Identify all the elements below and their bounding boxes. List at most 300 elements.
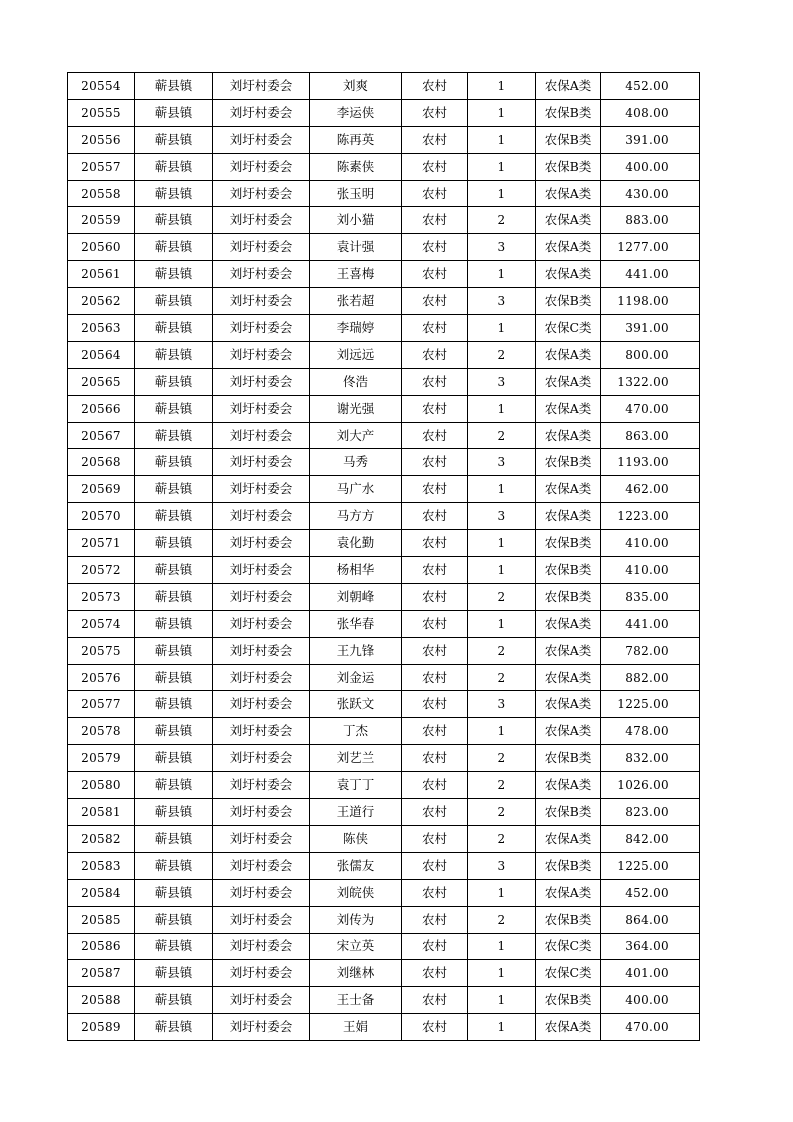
table-row	[68, 852, 700, 879]
town-cell: 蕲县镇	[135, 637, 213, 664]
village-cell: 刘圩村委会	[213, 153, 310, 180]
person-name-cell: 王士备	[310, 987, 402, 1014]
table-row	[68, 610, 700, 637]
town-cell: 蕲县镇	[135, 368, 213, 395]
town-cell: 蕲县镇	[135, 180, 213, 207]
category-cell: 农保B类	[536, 99, 601, 126]
record-id-cell: 20577	[68, 691, 135, 718]
area-type-cell: 农村	[402, 557, 468, 584]
category-cell: 农保B类	[536, 557, 601, 584]
town-cell: 蕲县镇	[135, 799, 213, 826]
town-cell: 蕲县镇	[135, 315, 213, 342]
household-count-cell: 1	[468, 395, 536, 422]
area-type-cell: 农村	[402, 664, 468, 691]
record-id-cell: 20556	[68, 126, 135, 153]
person-name-cell: 刘金运	[310, 664, 402, 691]
household-count-cell: 1	[468, 180, 536, 207]
person-name-cell: 陈再英	[310, 126, 402, 153]
table-row	[68, 1014, 700, 1041]
record-id-cell: 20563	[68, 315, 135, 342]
table-row	[68, 207, 700, 234]
table-row	[68, 745, 700, 772]
household-count-cell: 2	[468, 637, 536, 664]
amount-cell: 400.00	[601, 987, 700, 1014]
household-count-cell: 1	[468, 261, 536, 288]
household-count-cell: 2	[468, 207, 536, 234]
amount-cell: 1026.00	[601, 772, 700, 799]
village-cell: 刘圩村委会	[213, 341, 310, 368]
village-cell: 刘圩村委会	[213, 315, 310, 342]
person-name-cell: 刘传为	[310, 906, 402, 933]
record-id-cell: 20589	[68, 1014, 135, 1041]
amount-cell: 823.00	[601, 799, 700, 826]
village-cell: 刘圩村委会	[213, 718, 310, 745]
household-count-cell: 2	[468, 799, 536, 826]
record-id-cell: 20573	[68, 583, 135, 610]
household-count-cell: 1	[468, 315, 536, 342]
table-row	[68, 503, 700, 530]
area-type-cell: 农村	[402, 960, 468, 987]
category-cell: 农保A类	[536, 503, 601, 530]
household-count-cell: 2	[468, 745, 536, 772]
amount-cell: 835.00	[601, 583, 700, 610]
household-count-cell: 2	[468, 772, 536, 799]
category-cell: 农保A类	[536, 718, 601, 745]
village-cell: 刘圩村委会	[213, 799, 310, 826]
record-id-cell: 20587	[68, 960, 135, 987]
amount-cell: 1225.00	[601, 691, 700, 718]
person-name-cell: 张跃文	[310, 691, 402, 718]
table-row	[68, 315, 700, 342]
village-cell: 刘圩村委会	[213, 906, 310, 933]
table-row	[68, 960, 700, 987]
village-cell: 刘圩村委会	[213, 207, 310, 234]
category-cell: 农保B类	[536, 530, 601, 557]
record-id-cell: 20568	[68, 449, 135, 476]
category-cell: 农保B类	[536, 987, 601, 1014]
household-count-cell: 2	[468, 825, 536, 852]
household-count-cell: 1	[468, 987, 536, 1014]
amount-cell: 470.00	[601, 395, 700, 422]
record-id-cell: 20579	[68, 745, 135, 772]
area-type-cell: 农村	[402, 341, 468, 368]
village-cell: 刘圩村委会	[213, 503, 310, 530]
town-cell: 蕲县镇	[135, 503, 213, 530]
record-id-cell: 20584	[68, 879, 135, 906]
person-name-cell: 王道行	[310, 799, 402, 826]
person-name-cell: 佟浩	[310, 368, 402, 395]
amount-cell: 782.00	[601, 637, 700, 664]
table-row	[68, 906, 700, 933]
amount-cell: 462.00	[601, 476, 700, 503]
amount-cell: 882.00	[601, 664, 700, 691]
table-row	[68, 772, 700, 799]
subsidy-roster-table	[67, 72, 700, 1041]
amount-cell: 1277.00	[601, 234, 700, 261]
town-cell: 蕲县镇	[135, 530, 213, 557]
amount-cell: 441.00	[601, 610, 700, 637]
area-type-cell: 农村	[402, 772, 468, 799]
category-cell: 农保B类	[536, 126, 601, 153]
record-id-cell: 20565	[68, 368, 135, 395]
person-name-cell: 杨相华	[310, 557, 402, 584]
area-type-cell: 农村	[402, 906, 468, 933]
area-type-cell: 农村	[402, 288, 468, 315]
area-type-cell: 农村	[402, 610, 468, 637]
area-type-cell: 农村	[402, 368, 468, 395]
village-cell: 刘圩村委会	[213, 879, 310, 906]
category-cell: 农保A类	[536, 234, 601, 261]
record-id-cell: 20566	[68, 395, 135, 422]
person-name-cell: 张若超	[310, 288, 402, 315]
table-row	[68, 153, 700, 180]
village-cell: 刘圩村委会	[213, 745, 310, 772]
record-id-cell: 20576	[68, 664, 135, 691]
area-type-cell: 农村	[402, 530, 468, 557]
category-cell: 农保B类	[536, 449, 601, 476]
town-cell: 蕲县镇	[135, 852, 213, 879]
record-id-cell: 20570	[68, 503, 135, 530]
person-name-cell: 刘小猫	[310, 207, 402, 234]
town-cell: 蕲县镇	[135, 73, 213, 100]
record-id-cell: 20572	[68, 557, 135, 584]
town-cell: 蕲县镇	[135, 933, 213, 960]
record-id-cell: 20557	[68, 153, 135, 180]
village-cell: 刘圩村委会	[213, 180, 310, 207]
person-name-cell: 王喜梅	[310, 261, 402, 288]
town-cell: 蕲县镇	[135, 960, 213, 987]
household-count-cell: 2	[468, 422, 536, 449]
table-row	[68, 73, 700, 100]
town-cell: 蕲县镇	[135, 557, 213, 584]
person-name-cell: 张儒友	[310, 852, 402, 879]
category-cell: 农保A类	[536, 341, 601, 368]
amount-cell: 1322.00	[601, 368, 700, 395]
person-name-cell: 刘爽	[310, 73, 402, 100]
household-count-cell: 1	[468, 126, 536, 153]
record-id-cell: 20582	[68, 825, 135, 852]
record-id-cell: 20559	[68, 207, 135, 234]
town-cell: 蕲县镇	[135, 745, 213, 772]
household-count-cell: 2	[468, 583, 536, 610]
village-cell: 刘圩村委会	[213, 772, 310, 799]
town-cell: 蕲县镇	[135, 288, 213, 315]
village-cell: 刘圩村委会	[213, 99, 310, 126]
household-count-cell: 1	[468, 933, 536, 960]
area-type-cell: 农村	[402, 852, 468, 879]
town-cell: 蕲县镇	[135, 583, 213, 610]
category-cell: 农保B类	[536, 906, 601, 933]
town-cell: 蕲县镇	[135, 99, 213, 126]
table-row	[68, 530, 700, 557]
record-id-cell: 20578	[68, 718, 135, 745]
table-row	[68, 476, 700, 503]
amount-cell: 842.00	[601, 825, 700, 852]
village-cell: 刘圩村委会	[213, 530, 310, 557]
village-cell: 刘圩村委会	[213, 449, 310, 476]
person-name-cell: 王娟	[310, 1014, 402, 1041]
table-row	[68, 395, 700, 422]
town-cell: 蕲县镇	[135, 422, 213, 449]
person-name-cell: 马秀	[310, 449, 402, 476]
person-name-cell: 刘大产	[310, 422, 402, 449]
category-cell: 农保B类	[536, 583, 601, 610]
category-cell: 农保A类	[536, 368, 601, 395]
record-id-cell: 20575	[68, 637, 135, 664]
area-type-cell: 农村	[402, 745, 468, 772]
table-row	[68, 261, 700, 288]
town-cell: 蕲县镇	[135, 664, 213, 691]
category-cell: 农保A类	[536, 1014, 601, 1041]
town-cell: 蕲县镇	[135, 395, 213, 422]
record-id-cell: 20586	[68, 933, 135, 960]
amount-cell: 1198.00	[601, 288, 700, 315]
amount-cell: 441.00	[601, 261, 700, 288]
household-count-cell: 3	[468, 852, 536, 879]
record-id-cell: 20558	[68, 180, 135, 207]
person-name-cell: 刘艺兰	[310, 745, 402, 772]
category-cell: 农保A类	[536, 476, 601, 503]
household-count-cell: 3	[468, 368, 536, 395]
roster-body	[68, 73, 700, 1041]
amount-cell: 1223.00	[601, 503, 700, 530]
area-type-cell: 农村	[402, 422, 468, 449]
table-row	[68, 449, 700, 476]
record-id-cell: 20588	[68, 987, 135, 1014]
town-cell: 蕲县镇	[135, 261, 213, 288]
amount-cell: 883.00	[601, 207, 700, 234]
table-row	[68, 583, 700, 610]
record-id-cell: 20560	[68, 234, 135, 261]
amount-cell: 364.00	[601, 933, 700, 960]
table-row	[68, 557, 700, 584]
village-cell: 刘圩村委会	[213, 261, 310, 288]
category-cell: 农保A类	[536, 261, 601, 288]
area-type-cell: 农村	[402, 799, 468, 826]
area-type-cell: 农村	[402, 691, 468, 718]
household-count-cell: 1	[468, 73, 536, 100]
amount-cell: 800.00	[601, 341, 700, 368]
record-id-cell: 20561	[68, 261, 135, 288]
village-cell: 刘圩村委会	[213, 1014, 310, 1041]
village-cell: 刘圩村委会	[213, 126, 310, 153]
table-row	[68, 987, 700, 1014]
area-type-cell: 农村	[402, 825, 468, 852]
table-row	[68, 879, 700, 906]
town-cell: 蕲县镇	[135, 691, 213, 718]
record-id-cell: 20564	[68, 341, 135, 368]
record-id-cell: 20580	[68, 772, 135, 799]
table-row	[68, 180, 700, 207]
person-name-cell: 李瑞婷	[310, 315, 402, 342]
category-cell: 农保A类	[536, 772, 601, 799]
village-cell: 刘圩村委会	[213, 637, 310, 664]
person-name-cell: 马广水	[310, 476, 402, 503]
amount-cell: 863.00	[601, 422, 700, 449]
record-id-cell: 20585	[68, 906, 135, 933]
table-row	[68, 288, 700, 315]
category-cell: 农保A类	[536, 879, 601, 906]
town-cell: 蕲县镇	[135, 825, 213, 852]
town-cell: 蕲县镇	[135, 1014, 213, 1041]
person-name-cell: 丁杰	[310, 718, 402, 745]
table-row	[68, 933, 700, 960]
amount-cell: 1225.00	[601, 852, 700, 879]
record-id-cell: 20567	[68, 422, 135, 449]
village-cell: 刘圩村委会	[213, 664, 310, 691]
area-type-cell: 农村	[402, 718, 468, 745]
household-count-cell: 2	[468, 341, 536, 368]
record-id-cell: 20562	[68, 288, 135, 315]
category-cell: 农保B类	[536, 852, 601, 879]
person-name-cell: 陈侠	[310, 825, 402, 852]
person-name-cell: 马方方	[310, 503, 402, 530]
household-count-cell: 1	[468, 610, 536, 637]
area-type-cell: 农村	[402, 933, 468, 960]
category-cell: 农保A类	[536, 422, 601, 449]
household-count-cell: 1	[468, 879, 536, 906]
category-cell: 农保A类	[536, 825, 601, 852]
category-cell: 农保B类	[536, 153, 601, 180]
table-row	[68, 799, 700, 826]
area-type-cell: 农村	[402, 879, 468, 906]
area-type-cell: 农村	[402, 315, 468, 342]
town-cell: 蕲县镇	[135, 879, 213, 906]
town-cell: 蕲县镇	[135, 207, 213, 234]
category-cell: 农保B类	[536, 288, 601, 315]
person-name-cell: 袁化勤	[310, 530, 402, 557]
person-name-cell: 张华春	[310, 610, 402, 637]
area-type-cell: 农村	[402, 180, 468, 207]
town-cell: 蕲县镇	[135, 449, 213, 476]
village-cell: 刘圩村委会	[213, 557, 310, 584]
amount-cell: 832.00	[601, 745, 700, 772]
household-count-cell: 3	[468, 691, 536, 718]
table-row	[68, 234, 700, 261]
record-id-cell: 20583	[68, 852, 135, 879]
area-type-cell: 农村	[402, 395, 468, 422]
village-cell: 刘圩村委会	[213, 476, 310, 503]
table-row	[68, 637, 700, 664]
village-cell: 刘圩村委会	[213, 987, 310, 1014]
village-cell: 刘圩村委会	[213, 395, 310, 422]
category-cell: 农保B类	[536, 745, 601, 772]
person-name-cell: 刘远远	[310, 341, 402, 368]
amount-cell: 391.00	[601, 315, 700, 342]
amount-cell: 410.00	[601, 530, 700, 557]
area-type-cell: 农村	[402, 234, 468, 261]
area-type-cell: 农村	[402, 637, 468, 664]
table-row	[68, 422, 700, 449]
category-cell: 农保A类	[536, 207, 601, 234]
town-cell: 蕲县镇	[135, 772, 213, 799]
town-cell: 蕲县镇	[135, 234, 213, 261]
area-type-cell: 农村	[402, 99, 468, 126]
table-row	[68, 99, 700, 126]
category-cell: 农保A类	[536, 664, 601, 691]
category-cell: 农保A类	[536, 691, 601, 718]
village-cell: 刘圩村委会	[213, 852, 310, 879]
amount-cell: 400.00	[601, 153, 700, 180]
category-cell: 农保B类	[536, 799, 601, 826]
household-count-cell: 1	[468, 1014, 536, 1041]
category-cell: 农保A类	[536, 73, 601, 100]
town-cell: 蕲县镇	[135, 718, 213, 745]
amount-cell: 478.00	[601, 718, 700, 745]
category-cell: 农保A类	[536, 637, 601, 664]
household-count-cell: 1	[468, 557, 536, 584]
area-type-cell: 农村	[402, 987, 468, 1014]
area-type-cell: 农村	[402, 153, 468, 180]
record-id-cell: 20581	[68, 799, 135, 826]
household-count-cell: 1	[468, 476, 536, 503]
amount-cell: 452.00	[601, 879, 700, 906]
amount-cell: 391.00	[601, 126, 700, 153]
person-name-cell: 张玉明	[310, 180, 402, 207]
town-cell: 蕲县镇	[135, 610, 213, 637]
household-count-cell: 3	[468, 503, 536, 530]
category-cell: 农保C类	[536, 315, 601, 342]
record-id-cell: 20554	[68, 73, 135, 100]
area-type-cell: 农村	[402, 449, 468, 476]
person-name-cell: 陈素侠	[310, 153, 402, 180]
household-count-cell: 3	[468, 288, 536, 315]
area-type-cell: 农村	[402, 261, 468, 288]
village-cell: 刘圩村委会	[213, 422, 310, 449]
record-id-cell: 20574	[68, 610, 135, 637]
area-type-cell: 农村	[402, 73, 468, 100]
person-name-cell: 李运侠	[310, 99, 402, 126]
town-cell: 蕲县镇	[135, 126, 213, 153]
person-name-cell: 宋立英	[310, 933, 402, 960]
category-cell: 农保C类	[536, 960, 601, 987]
person-name-cell: 袁计强	[310, 234, 402, 261]
table-row	[68, 341, 700, 368]
area-type-cell: 农村	[402, 583, 468, 610]
household-count-cell: 1	[468, 530, 536, 557]
person-name-cell: 刘继林	[310, 960, 402, 987]
amount-cell: 408.00	[601, 99, 700, 126]
person-name-cell: 王九锋	[310, 637, 402, 664]
amount-cell: 410.00	[601, 557, 700, 584]
village-cell: 刘圩村委会	[213, 691, 310, 718]
area-type-cell: 农村	[402, 207, 468, 234]
table-row	[68, 368, 700, 395]
area-type-cell: 农村	[402, 503, 468, 530]
category-cell: 农保A类	[536, 395, 601, 422]
amount-cell: 401.00	[601, 960, 700, 987]
person-name-cell: 刘朝峰	[310, 583, 402, 610]
village-cell: 刘圩村委会	[213, 960, 310, 987]
village-cell: 刘圩村委会	[213, 368, 310, 395]
household-count-cell: 1	[468, 153, 536, 180]
household-count-cell: 1	[468, 99, 536, 126]
amount-cell: 1193.00	[601, 449, 700, 476]
amount-cell: 470.00	[601, 1014, 700, 1041]
household-count-cell: 1	[468, 718, 536, 745]
amount-cell: 452.00	[601, 73, 700, 100]
area-type-cell: 农村	[402, 1014, 468, 1041]
village-cell: 刘圩村委会	[213, 933, 310, 960]
household-count-cell: 1	[468, 960, 536, 987]
town-cell: 蕲县镇	[135, 153, 213, 180]
town-cell: 蕲县镇	[135, 341, 213, 368]
town-cell: 蕲县镇	[135, 987, 213, 1014]
person-name-cell: 刘皖侠	[310, 879, 402, 906]
village-cell: 刘圩村委会	[213, 73, 310, 100]
household-count-cell: 3	[468, 449, 536, 476]
table-row	[68, 664, 700, 691]
